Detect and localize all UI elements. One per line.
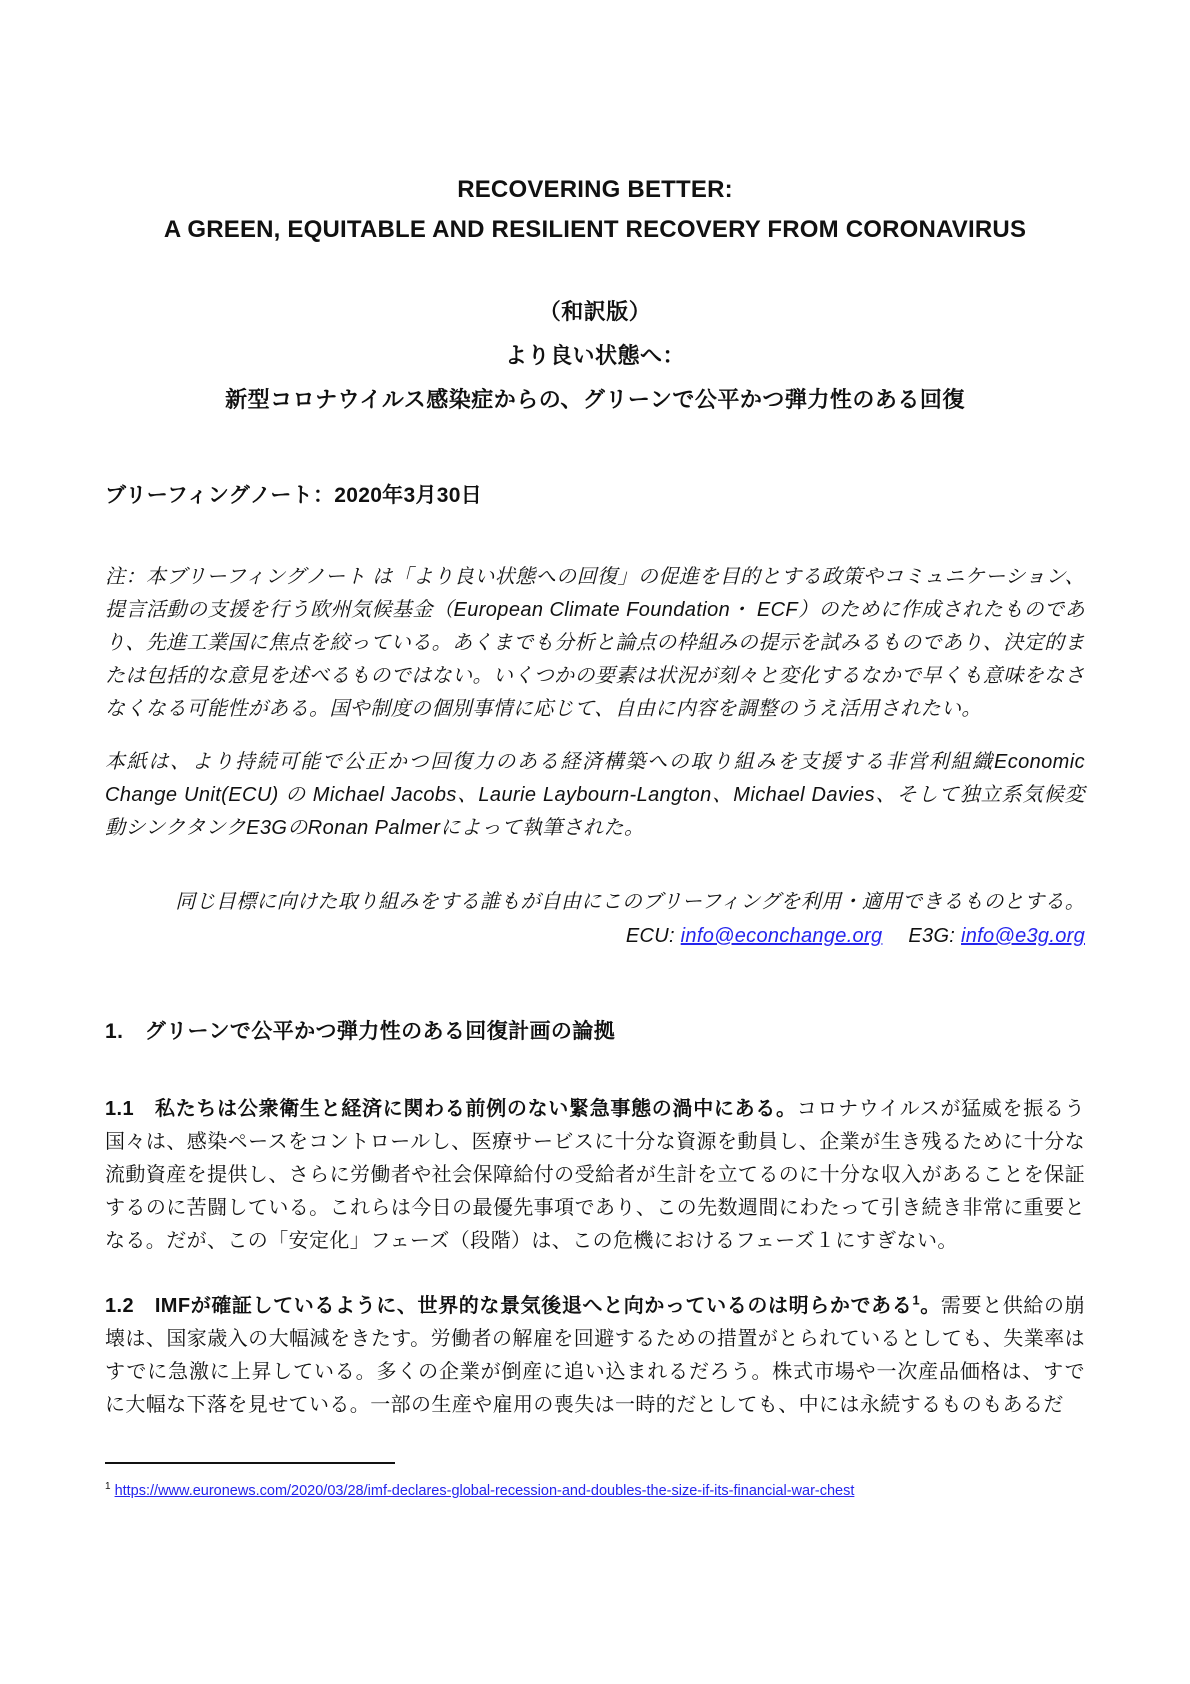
paragraph-1-2-lead: 1.2 IMFが確証しているように、世界的な景気後退へと向かっているのは明らかである bbox=[105, 1295, 913, 1317]
note-paragraph: 注：本ブリーフィングノート は「より良い状態への回復」の促進を目的とする政策やコミュニケーション、提言活動の支援を行う欧州気候基金（European Climate Foundation・ ECF）のために作成されたものであり、先進工業国に焦点を絞っている。あくまでも分析と論点の枠組みの提示を試みるものであり、決定的または包括的な意見を述べるものではない。いくつかの要素は状況が刻々と変化するなかで早くも意味をなさなくなる可能性がある。国や制度の個別事情に応じて、自由に内容を調整のうえ活用されたい。 bbox=[105, 566, 1085, 720]
ecu-email-link[interactable]: info@econchange.org bbox=[680, 925, 883, 947]
paragraph-1-1-body: コロナウイルスが猛威を振るう国々は、感染ペースをコントロールし、医療サービスに十分な資源を動員し、企業が生き残るために十分な流動資産を提供し、さらに労働者や社会保障給付の受給者が生計を立てるのに十分な収入があることを保証するのに苦闘している。これらは今日の最優先事項であり、この先数週間にわたって引き続き非常に重要となる。だが、この「安定化」フェーズ（段階）は、この危機におけるフェーズ１にすぎない。 bbox=[105, 1098, 1085, 1252]
paragraph-1-1 bbox=[105, 1093, 1085, 1258]
footnote-separator-rule bbox=[105, 1462, 395, 1464]
title-en-line1: RECOVERING BETTER: bbox=[457, 176, 733, 203]
title-ja-line3: 新型コロナウイルス感染症からの、グリーンで公平かつ弾力性のある回復 bbox=[225, 387, 965, 412]
title-ja-translation-label: （和訳版） bbox=[538, 299, 652, 324]
document-title-english bbox=[105, 170, 1085, 250]
paragraph-1-2-body: 需要と供給の崩壊は、国家歳入の大幅減をきたす。労働者の解雇を回避するための措置がとられているとしても、失業率はすでに急激に上昇している。多くの企業が倒産に追い込まれるだろう。株式市場や一次産品価格は、すでに大幅な下落を見せている。一部の生産や雇用の喪失は一時的だとしても、中には永続するものもあるだ bbox=[105, 1295, 1085, 1416]
title-ja-line2: より良い状態へ： bbox=[504, 343, 685, 368]
document-title-japanese bbox=[105, 290, 1085, 422]
section-1-heading: 1. グリーンで公平かつ弾力性のある回復計画の論拠 bbox=[105, 1020, 616, 1043]
paragraph-1-1-lead: 1.1 私たちは公衆衛生と経済に関わる前例のない緊急事態の渦中にある。 bbox=[105, 1098, 797, 1120]
footnote-marker: 1 bbox=[105, 1481, 111, 1492]
permission-block bbox=[105, 885, 1085, 953]
authors-paragraph: 本紙は、より持続可能で公正かつ回復力のある経済構築への取り組みを支援する非営利組織Economic Change Unit(ECU) の Michael Jacobs、Laurie Laybourn-Langton、Michael Davies、そして独立系気候変動シンクタンクE3GのRonan Palmerによって執筆された。 bbox=[105, 751, 1085, 839]
paragraph-1-2-lead-end: 。 bbox=[920, 1295, 941, 1317]
paragraph-1-2 bbox=[105, 1290, 1085, 1422]
briefing-date-heading: ブリーフィングノート：2020年3月30日 bbox=[105, 484, 483, 507]
footnote-url-link[interactable]: https://www.euronews.com/2020/03/28/imf-declares-global-recession-and-doubles-the-size-if-its-financial-war-chest bbox=[114, 1482, 855, 1499]
e3g-label: E3G: bbox=[908, 925, 962, 947]
footnote-area bbox=[105, 1476, 1085, 1502]
page-content bbox=[105, 0, 1085, 1442]
contact-line bbox=[105, 919, 1085, 953]
e3g-email-link[interactable]: info@e3g.org bbox=[961, 925, 1085, 947]
footnote-reference-1: 1 bbox=[912, 1292, 921, 1308]
ecu-label: ECU: bbox=[625, 925, 681, 947]
title-en-line2: A GREEN, EQUITABLE AND RESILIENT RECOVERY FROM CORONAVIRUS bbox=[163, 216, 1027, 243]
permission-line: 同じ目標に向けた取り組みをする誰もが自由にこのブリーフィングを利用・適用できるものとする。 bbox=[175, 891, 1085, 913]
